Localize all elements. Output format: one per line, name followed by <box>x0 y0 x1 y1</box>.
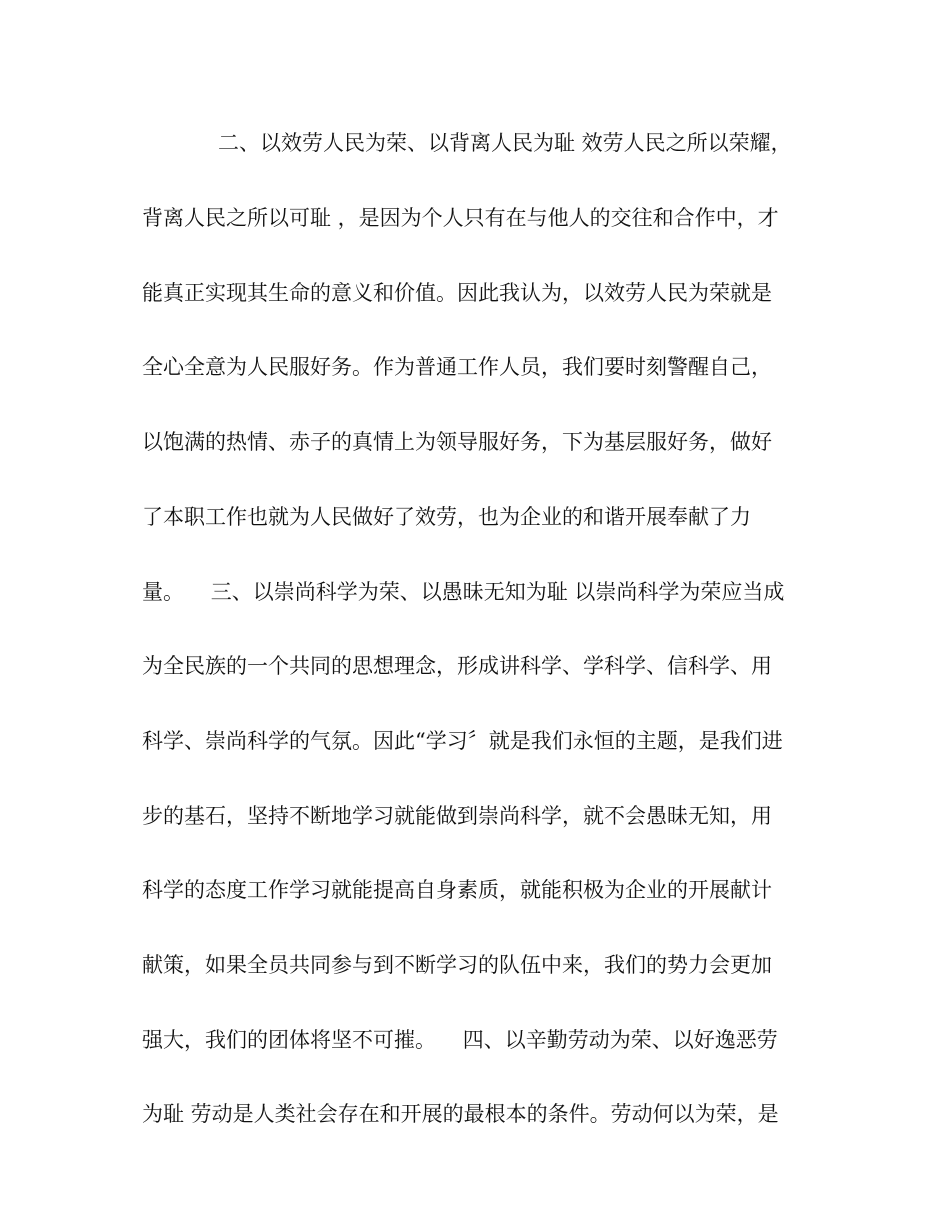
text-line-14: 为耻 劳动是人类社会存在和开展的最根本的条件。劳动何以为荣，是 <box>142 1102 779 1126</box>
text-line-13: 强大，我们的团体将坚不可摧。 四、以辛勤劳动为荣、以好逸恶劳 <box>142 1028 778 1052</box>
text-line-1: 二、以效劳人民为荣、以背离人民为耻 效劳人民之所以荣耀， <box>218 131 792 155</box>
text-line-10: 步的基石，坚持不断地学习就能做到崇尚科学，就不会愚昧无知，用 <box>142 804 772 828</box>
text-line-11: 科学的态度工作学习就能提高自身素质，就能积极为企业的开展献计 <box>142 878 772 902</box>
text-line-9: 科学、崇尚科学的气氛。因此“学习〞就是我们永恒的主题，是我们进 <box>142 729 783 753</box>
text-line-2: 背离人民之所以可耻 ，是因为个人只有在与他人的交往和合作中，才 <box>142 206 779 230</box>
text-line-12: 献策，如果全员共同参与到不断学习的队伍中来，我们的势力会更加 <box>142 953 772 977</box>
text-line-3: 能真正实现其生命的意义和价值。因此我认为，以效劳人民为荣就是 <box>142 281 772 305</box>
text-line-4: 全心全意为人民服好务。作为普通工作人员，我们要时刻警醒自己， <box>142 355 772 379</box>
text-line-7: 量。 三、以崇尚科学为荣、以愚昧无知为耻 以崇尚科学为荣应当成 <box>142 580 785 604</box>
text-line-5: 以饱满的热情、赤子的真情上为领导服好务，下为基层服好务，做好 <box>142 430 772 454</box>
text-line-8: 为全民族的一个共同的思想理念，形成讲科学、学科学、信科学、用 <box>142 654 772 678</box>
text-line-6: 了本职工作也就为人民做好了效劳，也为企业的和谐开展奉献了力 <box>142 505 751 529</box>
